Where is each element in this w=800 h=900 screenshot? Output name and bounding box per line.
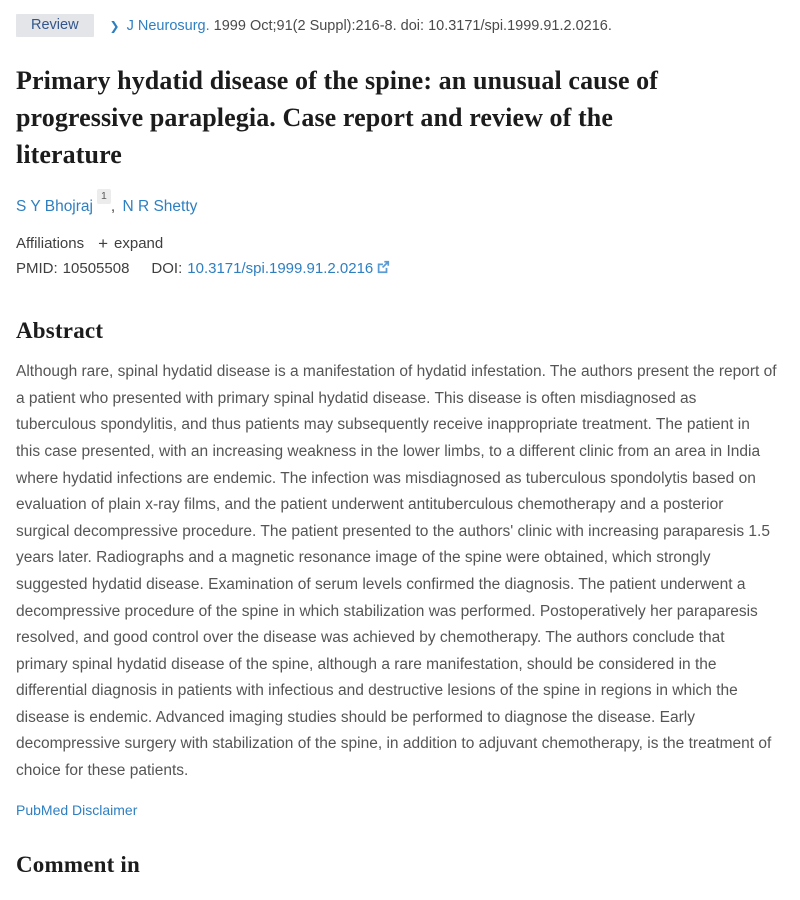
author-separator: , — [110, 198, 116, 216]
publication-type-badge: Review — [16, 14, 94, 37]
affiliations-label: Affiliations — [16, 235, 85, 253]
doi-label: DOI: — [151, 259, 183, 277]
pmid-label: PMID: — [16, 259, 58, 277]
journal-link[interactable]: J Neurosurg. — [126, 17, 210, 34]
author-link[interactable]: S Y Bhojraj — [16, 198, 93, 216]
page-title: Primary hydatid disease of the spine: an unusual cause of progressive paraplegia. Case report and review of the literature — [16, 66, 659, 169]
citation-details: 1999 Oct;91(2 Suppl):216-8. doi: 10.3171/spi.1999.91.2.0216. — [209, 17, 612, 34]
expand-affiliations-button[interactable] — [98, 235, 163, 252]
plus-icon: + — [98, 234, 109, 254]
abstract-text: Although rare, spinal hydatid disease is a manifestation of hydatid infestation. The authors present the report of a patient who presented with primary spinal hydatid disease. This disease is often misdiagnosed as tuberculous spondylitis, and thus patients may subsequently receive inappropriate treatment. The patient in this case presented, with an increasing weakness in the lower limbs, to a different clinic from an area in India where hydatid infections are endemic. The infection was misdiagnosed as tuberculous spondolytis based on evaluation of plain x-ray films, and the patient underwent antituberculous chemotherapy and a posterior surgical decompressive procedure. The patient presented to the authors' clinic with increasing paraparesis 1.5 years later. Radiographs and a magnetic resonance image of the spine were obtained, which strongly suggested hydatid disease. Examination of serum levels confirmed the diagnosis. The patient underwent a decompressive procedure of the spine in which stabilization was performed. Postoperatively her paraparesis resolved, and good control over the disease was achieved by chemotherapy. The authors conclude that primary spinal hydatid disease of the spine, although a rare manifestation, should be considered in the differential diagnosis in patients with infectious and destructive lesions of the spine in regions in which the disease is endemic. Advanced imaging studies should be performed to diagnose the disease. Early decompressive surgery with stabilization of the spine, in addition to adjuvant chemotherapy, is the treatment of choice for these patients. — [16, 363, 777, 780]
affiliations-line — [16, 235, 778, 252]
pubmed-disclaimer-link[interactable]: PubMed Disclaimer — [16, 801, 138, 818]
authors-line — [16, 190, 778, 216]
citation-row — [16, 14, 778, 37]
identifiers-line — [16, 259, 778, 277]
expand-label: expand — [114, 235, 164, 253]
affiliation-superscript[interactable]: 1 — [97, 189, 111, 204]
journal-dropdown-chevron-icon[interactable]: ❯ — [109, 18, 120, 33]
comment-in-heading: Comment in — [16, 851, 141, 877]
author-link[interactable]: N R Shetty — [122, 198, 198, 216]
abstract-heading: Abstract — [16, 318, 104, 344]
external-link-icon — [376, 260, 390, 278]
doi-link[interactable]: 10.3171/spi.1999.91.2.0216 — [187, 259, 374, 277]
pmid-value: 10505508 — [62, 259, 130, 277]
